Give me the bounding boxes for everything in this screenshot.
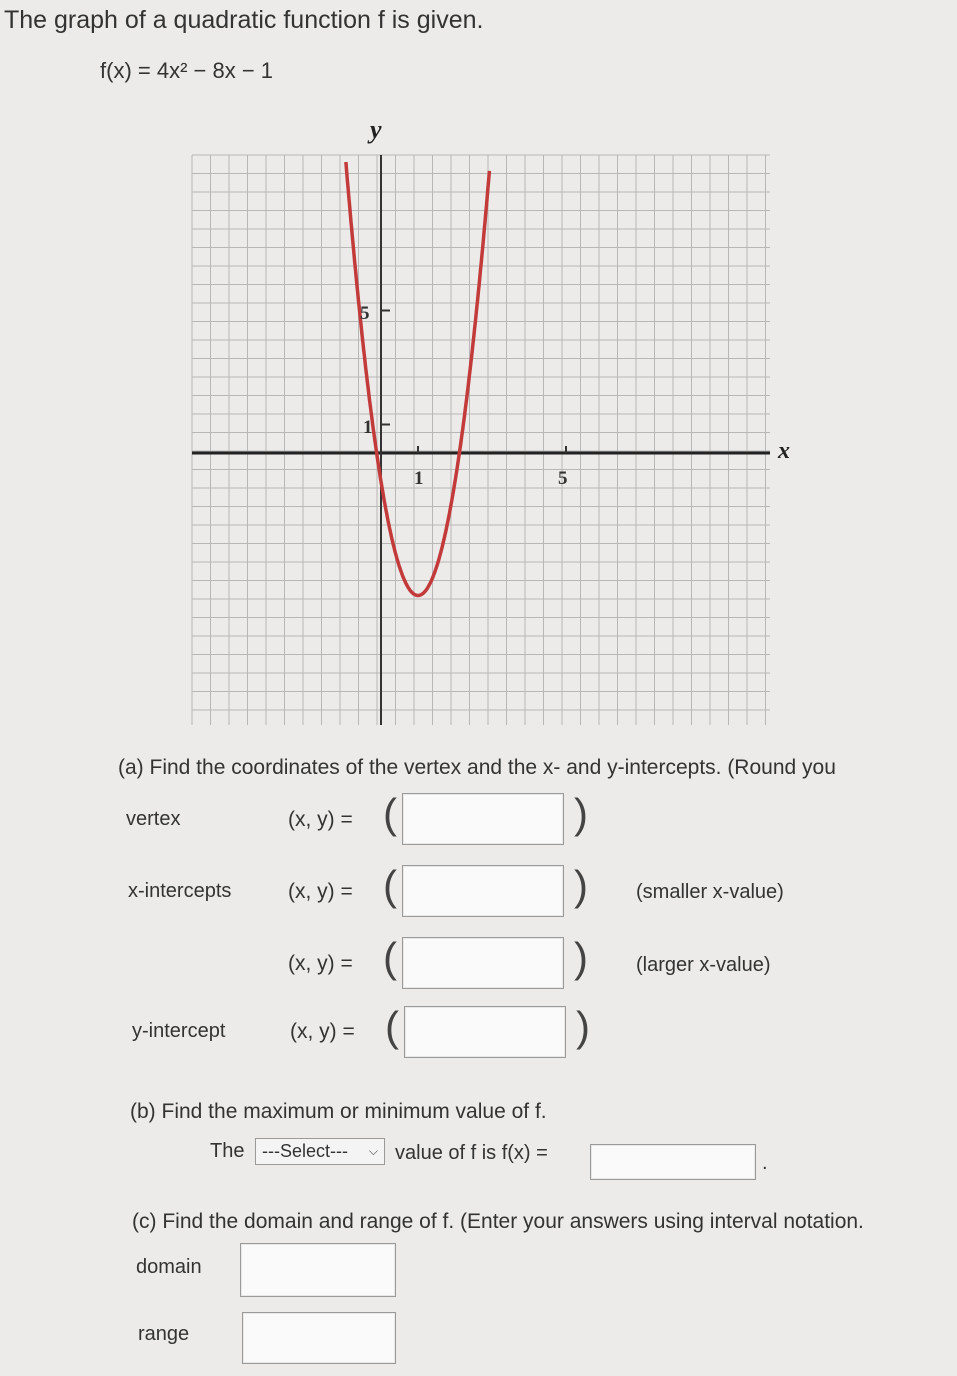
max-min-select[interactable] (255, 1138, 385, 1165)
range-label: range (138, 1323, 190, 1345)
open-paren: ( (383, 790, 397, 837)
parabola-curve (346, 162, 490, 596)
select-value: ---Select--- (262, 1141, 348, 1161)
problem-title: The graph of a quadratic function f is given. (4, 6, 484, 34)
smaller-x-note: (smaller x-value) (636, 881, 784, 903)
x-intercept-larger-input[interactable] (402, 937, 564, 989)
open-paren: ( (383, 862, 397, 909)
chevron-down-icon: ⌵ (368, 1144, 378, 1158)
close-paren: ) (574, 862, 588, 909)
close-paren: ) (574, 790, 588, 837)
part-b-prompt: (b) Find the maximum or minimum value of f. (130, 1100, 547, 1123)
vertex-label: vertex (126, 808, 181, 830)
domain-label: domain (136, 1256, 202, 1278)
parabola-graph (0, 100, 957, 750)
x-tick-label-1: 1 (414, 468, 424, 489)
x-intercepts-label: x-intercepts (128, 880, 232, 902)
open-paren: ( (383, 934, 397, 981)
part-a-prompt: (a) Find the coordinates of the vertex and the x- and y-intercepts. (Round you (118, 756, 836, 779)
extreme-value-input[interactable] (590, 1144, 756, 1180)
vertex-xy-label: (x, y) = (288, 808, 353, 831)
y-intercept-input[interactable] (404, 1006, 566, 1058)
x-tick-label-5: 5 (558, 468, 568, 489)
function-formula: f(x) = 4x² − 8x − 1 (100, 58, 274, 83)
range-input[interactable] (242, 1312, 396, 1364)
y-axis-label: y (370, 115, 382, 144)
close-paren: ) (576, 1003, 590, 1050)
domain-input[interactable] (240, 1243, 396, 1297)
vertex-input[interactable] (402, 793, 564, 845)
close-paren: ) (574, 934, 588, 981)
larger-x-note: (larger x-value) (636, 954, 771, 976)
y-intercept-label: y-intercept (132, 1020, 226, 1042)
xint2-xy-label: (x, y) = (288, 952, 353, 975)
xint1-xy-label: (x, y) = (288, 880, 353, 903)
value-of-f-text: value of f is f(x) = (395, 1142, 548, 1164)
graph-grid (192, 155, 770, 725)
the-text: The (210, 1140, 245, 1162)
part-c-prompt: (c) Find the domain and range of f. (Enter your answers using interval notation. (132, 1210, 864, 1233)
open-paren: ( (385, 1003, 399, 1050)
period-text: . (762, 1152, 768, 1174)
y-tick-label-1: 1 (363, 417, 373, 438)
y-tick-label-5: 5 (360, 303, 370, 324)
x-axis-label: x (778, 438, 790, 464)
x-intercept-smaller-input[interactable] (402, 865, 564, 917)
yint-xy-label: (x, y) = (290, 1020, 355, 1043)
